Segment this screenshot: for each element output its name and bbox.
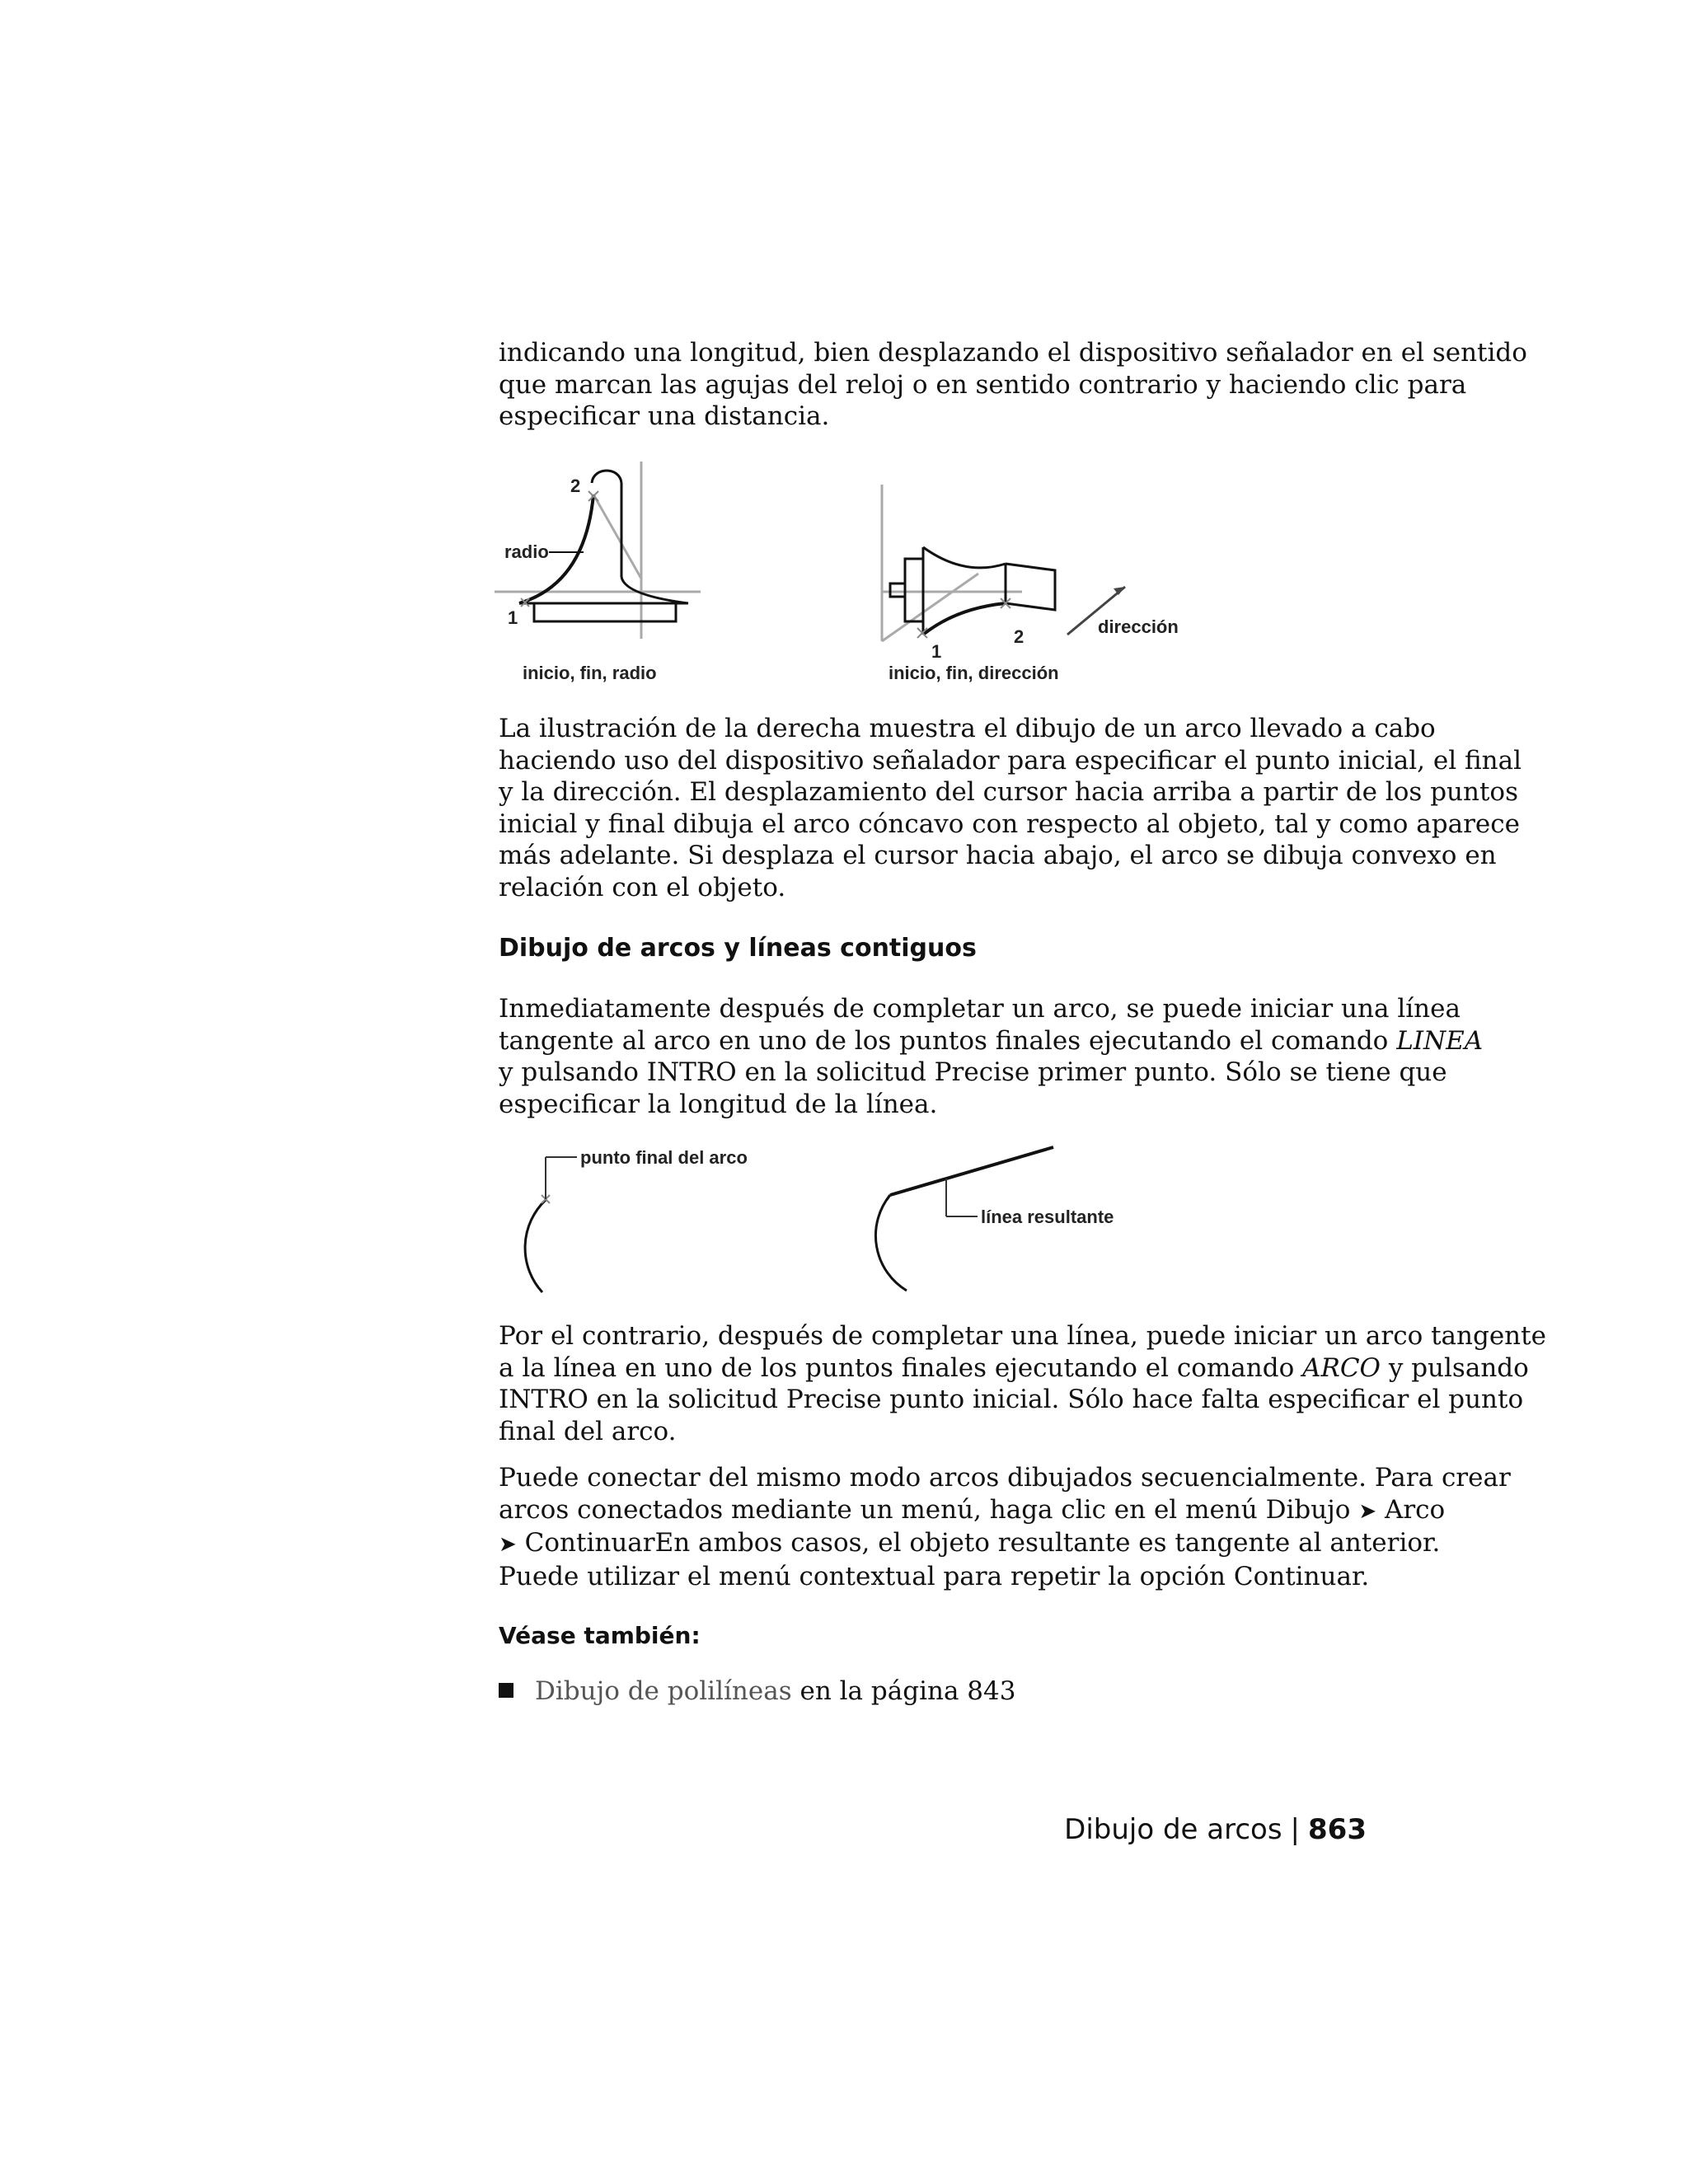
text-line: Inmediatamente después de completar un arco, se puede iniciar una línea <box>499 994 1461 1024</box>
text-line: Puede utilizar el menú contextual para repetir la opción Continuar. <box>499 1561 1370 1591</box>
text-line: haciendo uso del dispositivo señalador para especificar el punto inicial, el final <box>499 745 1522 776</box>
text-line <box>499 1352 1529 1385</box>
text-line: final del arco. <box>499 1416 677 1446</box>
text-span: a la línea en uno de los puntos finales ejecutando el comando <box>499 1352 1303 1383</box>
footer-separator: | <box>1290 1813 1301 1846</box>
paragraph-intro <box>499 337 1527 433</box>
paragraph-sequential-arcs <box>499 1462 1511 1592</box>
figure-arc-line-svg <box>495 1137 1121 1302</box>
command-linea: LINEA <box>1396 1025 1484 1056</box>
label-punto-final-arco: punto final del arco <box>580 1147 748 1168</box>
text-line: INTRO en la solicitud Precise punto inicial. Sólo hace falta especificar el punto <box>499 1385 1524 1414</box>
text-line: Por el contrario, después de completar una línea, puede iniciar un arco tangente <box>499 1321 1546 1351</box>
text-line: inicial y final dibuja el arco cóncavo con respecto al objeto, tal y como aparece <box>499 808 1520 839</box>
paragraph-illustration-explanation <box>499 713 1522 903</box>
text-span: ContinuarEn ambos casos, el objeto resultante es tangente al anterior. <box>516 1528 1441 1558</box>
text-line <box>499 1527 1441 1561</box>
paragraph-arc-then-line <box>499 993 1484 1120</box>
diagram-start-end-radius <box>495 462 701 683</box>
command-arco: ARCO <box>1302 1352 1381 1383</box>
bullet-square-icon <box>499 1683 513 1698</box>
figure-arc-methods <box>495 462 1220 692</box>
figure-arc-methods-svg <box>495 462 1220 692</box>
label-point-2: 2 <box>1014 626 1025 647</box>
text-line: y la dirección. El desplazamiento del cursor hacia arriba a partir de los puntos <box>499 777 1519 807</box>
figure-arc-line-continuation <box>495 1137 1121 1302</box>
caption-start-end-direction: inicio, fin, dirección <box>889 663 1059 683</box>
menu-arrow-icon: ➤ <box>499 1532 517 1557</box>
text-line <box>499 1494 1446 1528</box>
page-reference: en la página 843 <box>791 1676 1016 1706</box>
caption-start-end-radius: inicio, fin, radio <box>523 663 657 683</box>
text-span: tangente al arco en uno de los puntos finales ejecutando el comando <box>499 1025 1397 1056</box>
label-point-2: 2 <box>570 476 581 496</box>
diagram-resulting-line <box>875 1147 1114 1291</box>
text-line: relación con el objeto. <box>499 872 786 902</box>
see-also-item <box>499 1675 1015 1707</box>
diagram-start-end-direction <box>882 485 1179 683</box>
text-span: Arco <box>1376 1494 1446 1525</box>
label-linea-resultante: línea resultante <box>981 1207 1114 1227</box>
text-line: especificar una distancia. <box>499 401 830 431</box>
text-line <box>499 1025 1484 1057</box>
paragraph-line-then-arc <box>499 1320 1546 1447</box>
text-line: que marcan las agujas del reloj o en sentido contrario y haciendo clic para <box>499 369 1467 400</box>
page-footer <box>1064 1813 1367 1846</box>
text-line: La ilustración de la derecha muestra el dibujo de un arco llevado a cabo <box>499 714 1436 743</box>
text-span: y pulsando <box>1380 1352 1529 1383</box>
page-number: 863 <box>1308 1813 1367 1846</box>
diagram-arc-endpoint <box>525 1147 748 1292</box>
text-line: y pulsando INTRO en la solicitud Precise primer punto. Sólo se tiene que <box>499 1057 1447 1087</box>
see-also-heading: Véase también: <box>499 1622 701 1649</box>
link-dibujo-polilineas[interactable]: Dibujo de polilíneas <box>535 1676 792 1706</box>
text-line: indicando una longitud, bien desplazando el dispositivo señalador en el sentido <box>499 338 1527 368</box>
footer-section-title: Dibujo de arcos <box>1064 1813 1282 1846</box>
text-span: arcos conectados mediante un menú, haga clic en el menú Dibujo <box>499 1494 1359 1525</box>
label-point-1: 1 <box>931 641 942 662</box>
section-heading: Dibujo de arcos y líneas contiguos <box>499 934 977 963</box>
text-line: más adelante. Si desplaza el cursor hacia abajo, el arco se dibuja convexo en <box>499 841 1497 870</box>
label-direccion: dirección <box>1098 616 1179 637</box>
label-point-1: 1 <box>508 607 518 628</box>
label-radio: radio <box>504 541 549 562</box>
text-line: especificar la longitud de la línea. <box>499 1089 938 1119</box>
text-line: Puede conectar del mismo modo arcos dibujados secuencialmente. Para crear <box>499 1463 1511 1493</box>
menu-arrow-icon: ➤ <box>1358 1498 1377 1524</box>
